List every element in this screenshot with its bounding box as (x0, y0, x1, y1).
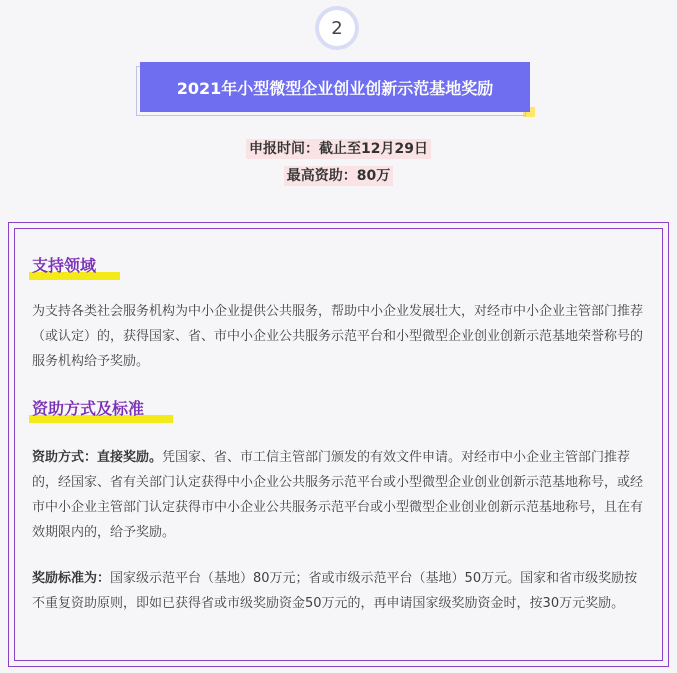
heading-text: 资助方式及标准 (32, 399, 145, 418)
paragraph-text: 为支持各类社会服务机构为中小企业提供公共服务，帮助中小企业发展壮大，对经市中小企业主管部门推荐（或认定）的，获得国家、省、市中小企业公共服务示范平台和小型微型企业创业创新示范基地荣誉称号的服务机构给予奖励。 (32, 304, 644, 369)
max-funding-line (0, 165, 677, 185)
max-funding-text: 最高资助：80万 (284, 166, 393, 186)
paragraph-lead: 奖励标准为： (32, 571, 111, 586)
section-heading-support-area (32, 253, 96, 276)
paragraph-lead: 资助方式：直接奖励。 (32, 450, 163, 465)
section-heading-funding-method (32, 396, 144, 419)
paragraph-text: 国家级示范平台（基地）80万元；省或市级示范平台（基地）50万元。国家和省市级奖励按不重复资助原则，即如已获得省或市级奖励资金50万元的，再申请国家级奖励资金时，按30万元奖励。 (32, 571, 638, 611)
page-title: 2021年小型微型企业创业创新示范基地奖励 (140, 62, 530, 112)
title-banner (140, 62, 530, 112)
support-area-paragraph (32, 299, 644, 374)
deadline-text: 申报时间：截止至12月29日 (246, 139, 431, 159)
section-number-badge: 2 (319, 10, 355, 46)
reward-standard-paragraph (32, 566, 644, 616)
heading-text: 支持领域 (32, 256, 97, 275)
paragraph-text: 凭国家、省、市工信主管部门颁发的有效文件申请。对经市中小企业主管部门推荐的，经国家、省有关部门认定获得中小企业公共服务示范平台或小型微型企业创业创新示范基地称号，或经市中小企业主管部门认定获得市中小企业公共服务示范平台或小型微型企业创业创新示范基地称号，且在有效期限内的，给予奖励。 (32, 450, 644, 540)
deadline-line (0, 138, 677, 158)
funding-method-paragraph (32, 445, 644, 545)
